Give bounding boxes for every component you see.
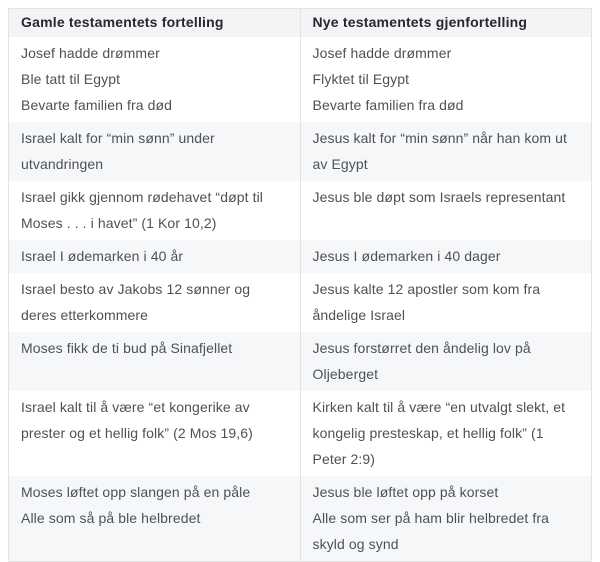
new-testament-cell: [300, 240, 592, 273]
new-testament-cell: [300, 391, 592, 476]
comparison-table: [8, 8, 592, 562]
table-row: [9, 476, 592, 562]
cell-line: Jesus forstørret den åndelig lov på Oljeberget: [312, 340, 531, 382]
cell-line: Moses fikk de ti bud på Sinafjellet: [21, 340, 233, 356]
cell-line: Jesus ble døpt som Israels representant: [312, 189, 566, 205]
new-testament-cell: [300, 122, 592, 181]
old-testament-cell: [9, 476, 301, 562]
cell-line: Bevarte familien fra død: [312, 97, 464, 113]
table-row: [9, 240, 592, 273]
cell-line: Israel kalt for “min sønn” under utvandringen: [21, 130, 215, 172]
cell-line: Josef hadde drømmer: [21, 45, 160, 61]
cell-line: Bevarte familien fra død: [21, 97, 173, 113]
old-testament-cell: [9, 273, 301, 332]
cell-line: Kirken kalt til å være “en utvalgt slekt, et kongelig presteskap, et hellig folk” (1 Peter 2:9): [312, 399, 566, 467]
new-testament-cell: [300, 273, 592, 332]
table-body: [9, 37, 592, 562]
old-testament-cell: [9, 391, 301, 476]
table-row: [9, 332, 592, 391]
table-row: [9, 122, 592, 181]
cell-line: Josef hadde drømmer: [312, 45, 452, 61]
cell-line: Israel gikk gjennom rødehavet “døpt til Moses . . . i havet” (1 Kor 10,2): [21, 189, 264, 231]
header-row: [9, 9, 592, 38]
cell-line: Alle som ser på ham blir helbredet fra skyld og synd: [312, 510, 549, 552]
old-testament-cell: [9, 181, 301, 240]
old-testament-cell: [9, 332, 301, 391]
table-header: [9, 9, 592, 38]
new-testament-cell: [300, 37, 592, 122]
table-row: [9, 37, 592, 122]
cell-line: Ble tatt til Egypt: [21, 71, 121, 87]
table-row: [9, 391, 592, 476]
old-testament-cell: [9, 122, 301, 181]
old-testament-cell: [9, 37, 301, 122]
new-testament-cell: [300, 476, 592, 562]
cell-line: Alle som så på ble helbredet: [21, 510, 201, 526]
cell-line: Israel kalt til å være “et kongerike av prester og et hellig folk” (2 Mos 19,6): [21, 399, 253, 441]
table-row: [9, 273, 592, 332]
cell-line: Moses løftet opp slangen på en påle: [21, 484, 251, 500]
new-testament-cell: [300, 181, 592, 240]
new-testament-cell: [300, 332, 592, 391]
cell-line: Jesus kalte 12 apostler som kom fra åndelige Israel: [312, 281, 541, 323]
cell-line: Israel besto av Jakobs 12 sønner og deres etterkommere: [21, 281, 251, 323]
cell-line: Israel I ødemarken i 40 år: [21, 248, 184, 264]
cell-line: Flyktet til Egypt: [312, 71, 410, 87]
cell-line: Jesus kalt for “min sønn” når han kom ut av Egypt: [312, 130, 568, 172]
cell-line: Jesus I ødemarken i 40 dager: [312, 248, 501, 264]
table-row: [9, 181, 592, 240]
old-testament-cell: [9, 240, 301, 273]
cell-line: Jesus ble løftet opp på korset: [312, 484, 499, 500]
column-header-old-testament: Gamle testamentets fortelling: [9, 9, 301, 38]
column-header-new-testament: Nye testamentets gjenfortelling: [300, 9, 592, 38]
